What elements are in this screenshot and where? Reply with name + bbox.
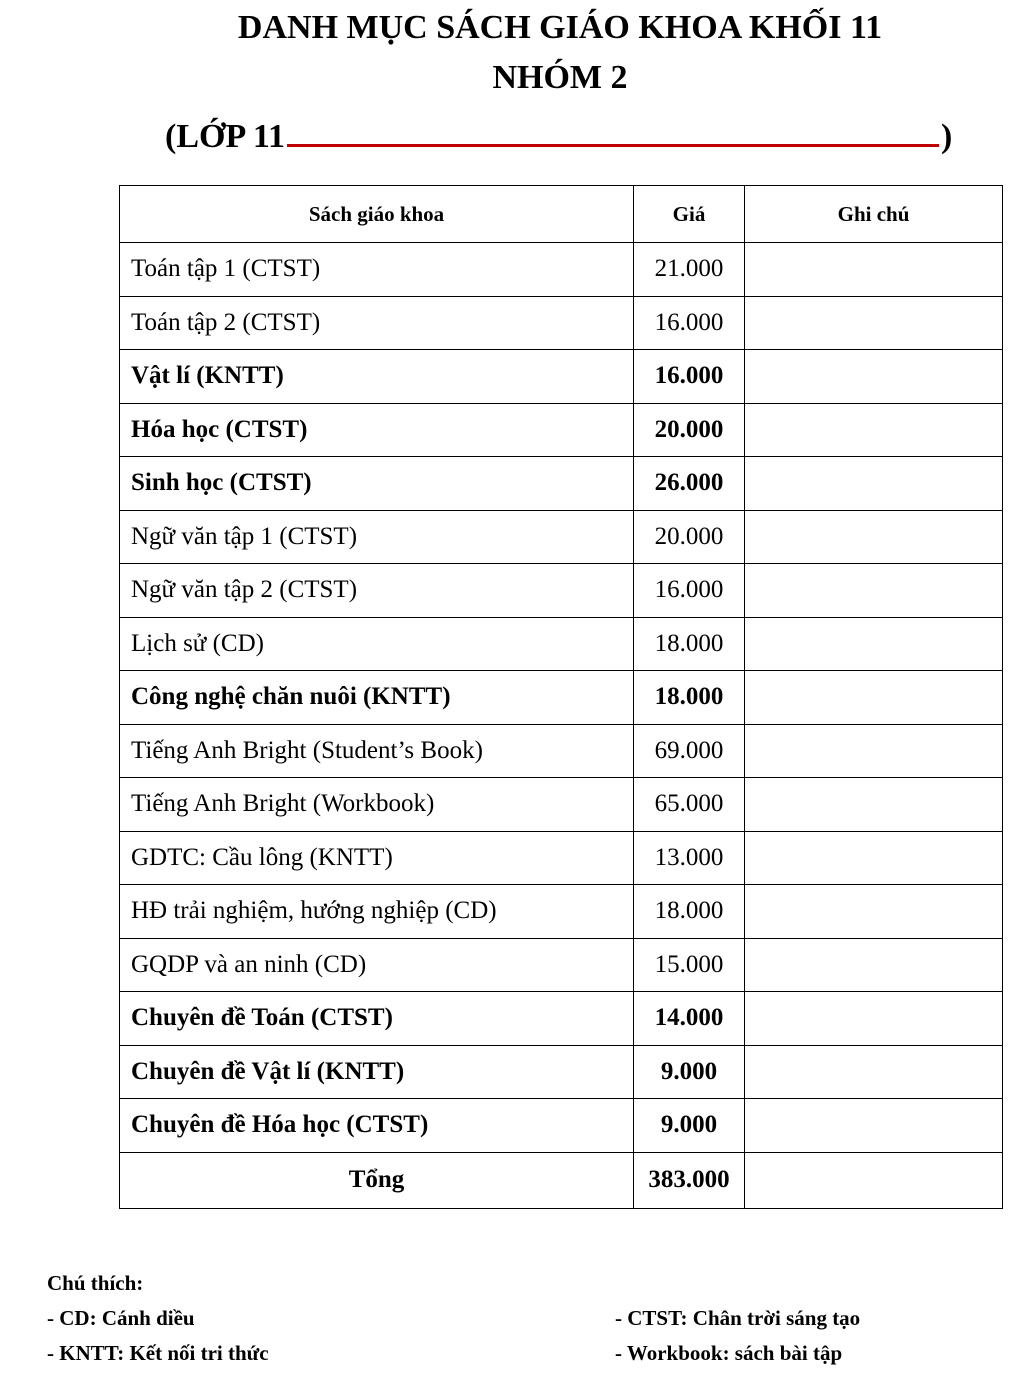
book-note <box>745 1099 1003 1153</box>
book-note <box>745 617 1003 671</box>
book-note <box>745 510 1003 564</box>
class-prefix: (LỚP 11 <box>165 118 285 155</box>
book-note <box>745 724 1003 778</box>
total-note <box>745 1152 1003 1208</box>
note-kntt: - KNTT: Kết nối tri thức <box>47 1341 269 1365</box>
table-row <box>120 671 1003 725</box>
book-note <box>745 938 1003 992</box>
book-price: 14.000 <box>634 992 745 1046</box>
book-price: 20.000 <box>634 510 745 564</box>
total-value: 383.000 <box>634 1152 745 1208</box>
table-row <box>120 403 1003 457</box>
book-name: Tiếng Anh Bright (Student’s Book) <box>120 724 634 778</box>
table-row <box>120 350 1003 404</box>
book-name: Chuyên đề Hóa học (CTST) <box>120 1099 634 1153</box>
column-header-note: Ghi chú <box>745 186 1003 243</box>
book-name: Chuyên đề Vật lí (KNTT) <box>120 1045 634 1099</box>
book-price: 18.000 <box>634 885 745 939</box>
book-name: GDTC: Cầu lông (KNTT) <box>120 831 634 885</box>
book-price: 13.000 <box>634 831 745 885</box>
table-row <box>120 1099 1003 1153</box>
book-price: 15.000 <box>634 938 745 992</box>
total-label: Tổng <box>120 1152 634 1208</box>
book-name: Toán tập 2 (CTST) <box>120 296 634 350</box>
book-price: 69.000 <box>634 724 745 778</box>
book-name: Ngữ văn tập 1 (CTST) <box>120 510 634 564</box>
book-name: Tiếng Anh Bright (Workbook) <box>120 778 634 832</box>
book-name: Ngữ văn tập 2 (CTST) <box>120 564 634 618</box>
book-note <box>745 831 1003 885</box>
book-price: 16.000 <box>634 564 745 618</box>
book-price: 20.000 <box>634 403 745 457</box>
table-row <box>120 617 1003 671</box>
total-row <box>120 1152 1003 1208</box>
legend-notes <box>47 1266 1007 1371</box>
book-name: Lịch sử (CD) <box>120 617 634 671</box>
column-header-price: Giá <box>634 186 745 243</box>
book-name: Hóa học (CTST) <box>120 403 634 457</box>
notes-heading: Chú thích: <box>47 1271 144 1295</box>
table-row <box>120 724 1003 778</box>
table-row <box>120 938 1003 992</box>
textbook-table <box>119 185 1003 1209</box>
book-note <box>745 403 1003 457</box>
book-name: Sinh học (CTST) <box>120 457 634 511</box>
book-price: 9.000 <box>634 1099 745 1153</box>
book-price: 16.000 <box>634 350 745 404</box>
table-row <box>120 510 1003 564</box>
book-note <box>745 671 1003 725</box>
book-note <box>745 1045 1003 1099</box>
book-name: Công nghệ chăn nuôi (KNTT) <box>120 671 634 725</box>
book-note <box>745 778 1003 832</box>
table-row <box>120 1045 1003 1099</box>
book-price: 21.000 <box>634 243 745 297</box>
book-note <box>745 296 1003 350</box>
column-header-book: Sách giáo khoa <box>120 186 634 243</box>
book-name: GQDP và an ninh (CD) <box>120 938 634 992</box>
document-title: DANH MỤC SÁCH GIÁO KHOA KHỐI 11 <box>237 9 883 46</box>
book-note <box>745 457 1003 511</box>
table-row <box>120 564 1003 618</box>
class-line <box>165 108 952 159</box>
book-note <box>745 992 1003 1046</box>
book-price: 18.000 <box>634 617 745 671</box>
table-row <box>120 243 1003 297</box>
table-header-row <box>120 186 1003 243</box>
group-title: NHÓM 2 <box>492 59 628 96</box>
book-price: 65.000 <box>634 778 745 832</box>
book-name: Toán tập 1 (CTST) <box>120 243 634 297</box>
table-row <box>120 885 1003 939</box>
book-name: Vật lí (KNTT) <box>120 350 634 404</box>
table-row <box>120 457 1003 511</box>
book-price: 18.000 <box>634 671 745 725</box>
note-ctst: - CTST: Chân trời sáng tạo <box>615 1306 861 1330</box>
book-note <box>745 885 1003 939</box>
note-cd: - CD: Cánh diều <box>47 1306 195 1330</box>
class-blank-line <box>287 108 939 147</box>
table-row <box>120 992 1003 1046</box>
note-workbook: - Workbook: sách bài tập <box>615 1341 843 1365</box>
book-note <box>745 564 1003 618</box>
class-suffix: ) <box>940 118 953 155</box>
table-row <box>120 296 1003 350</box>
book-note <box>745 243 1003 297</box>
book-price: 9.000 <box>634 1045 745 1099</box>
table-row <box>120 831 1003 885</box>
book-price: 26.000 <box>634 457 745 511</box>
book-note <box>745 350 1003 404</box>
book-price: 16.000 <box>634 296 745 350</box>
book-name: Chuyên đề Toán (CTST) <box>120 992 634 1046</box>
table-row <box>120 778 1003 832</box>
book-name: HĐ trải nghiệm, hướng nghiệp (CD) <box>120 885 634 939</box>
